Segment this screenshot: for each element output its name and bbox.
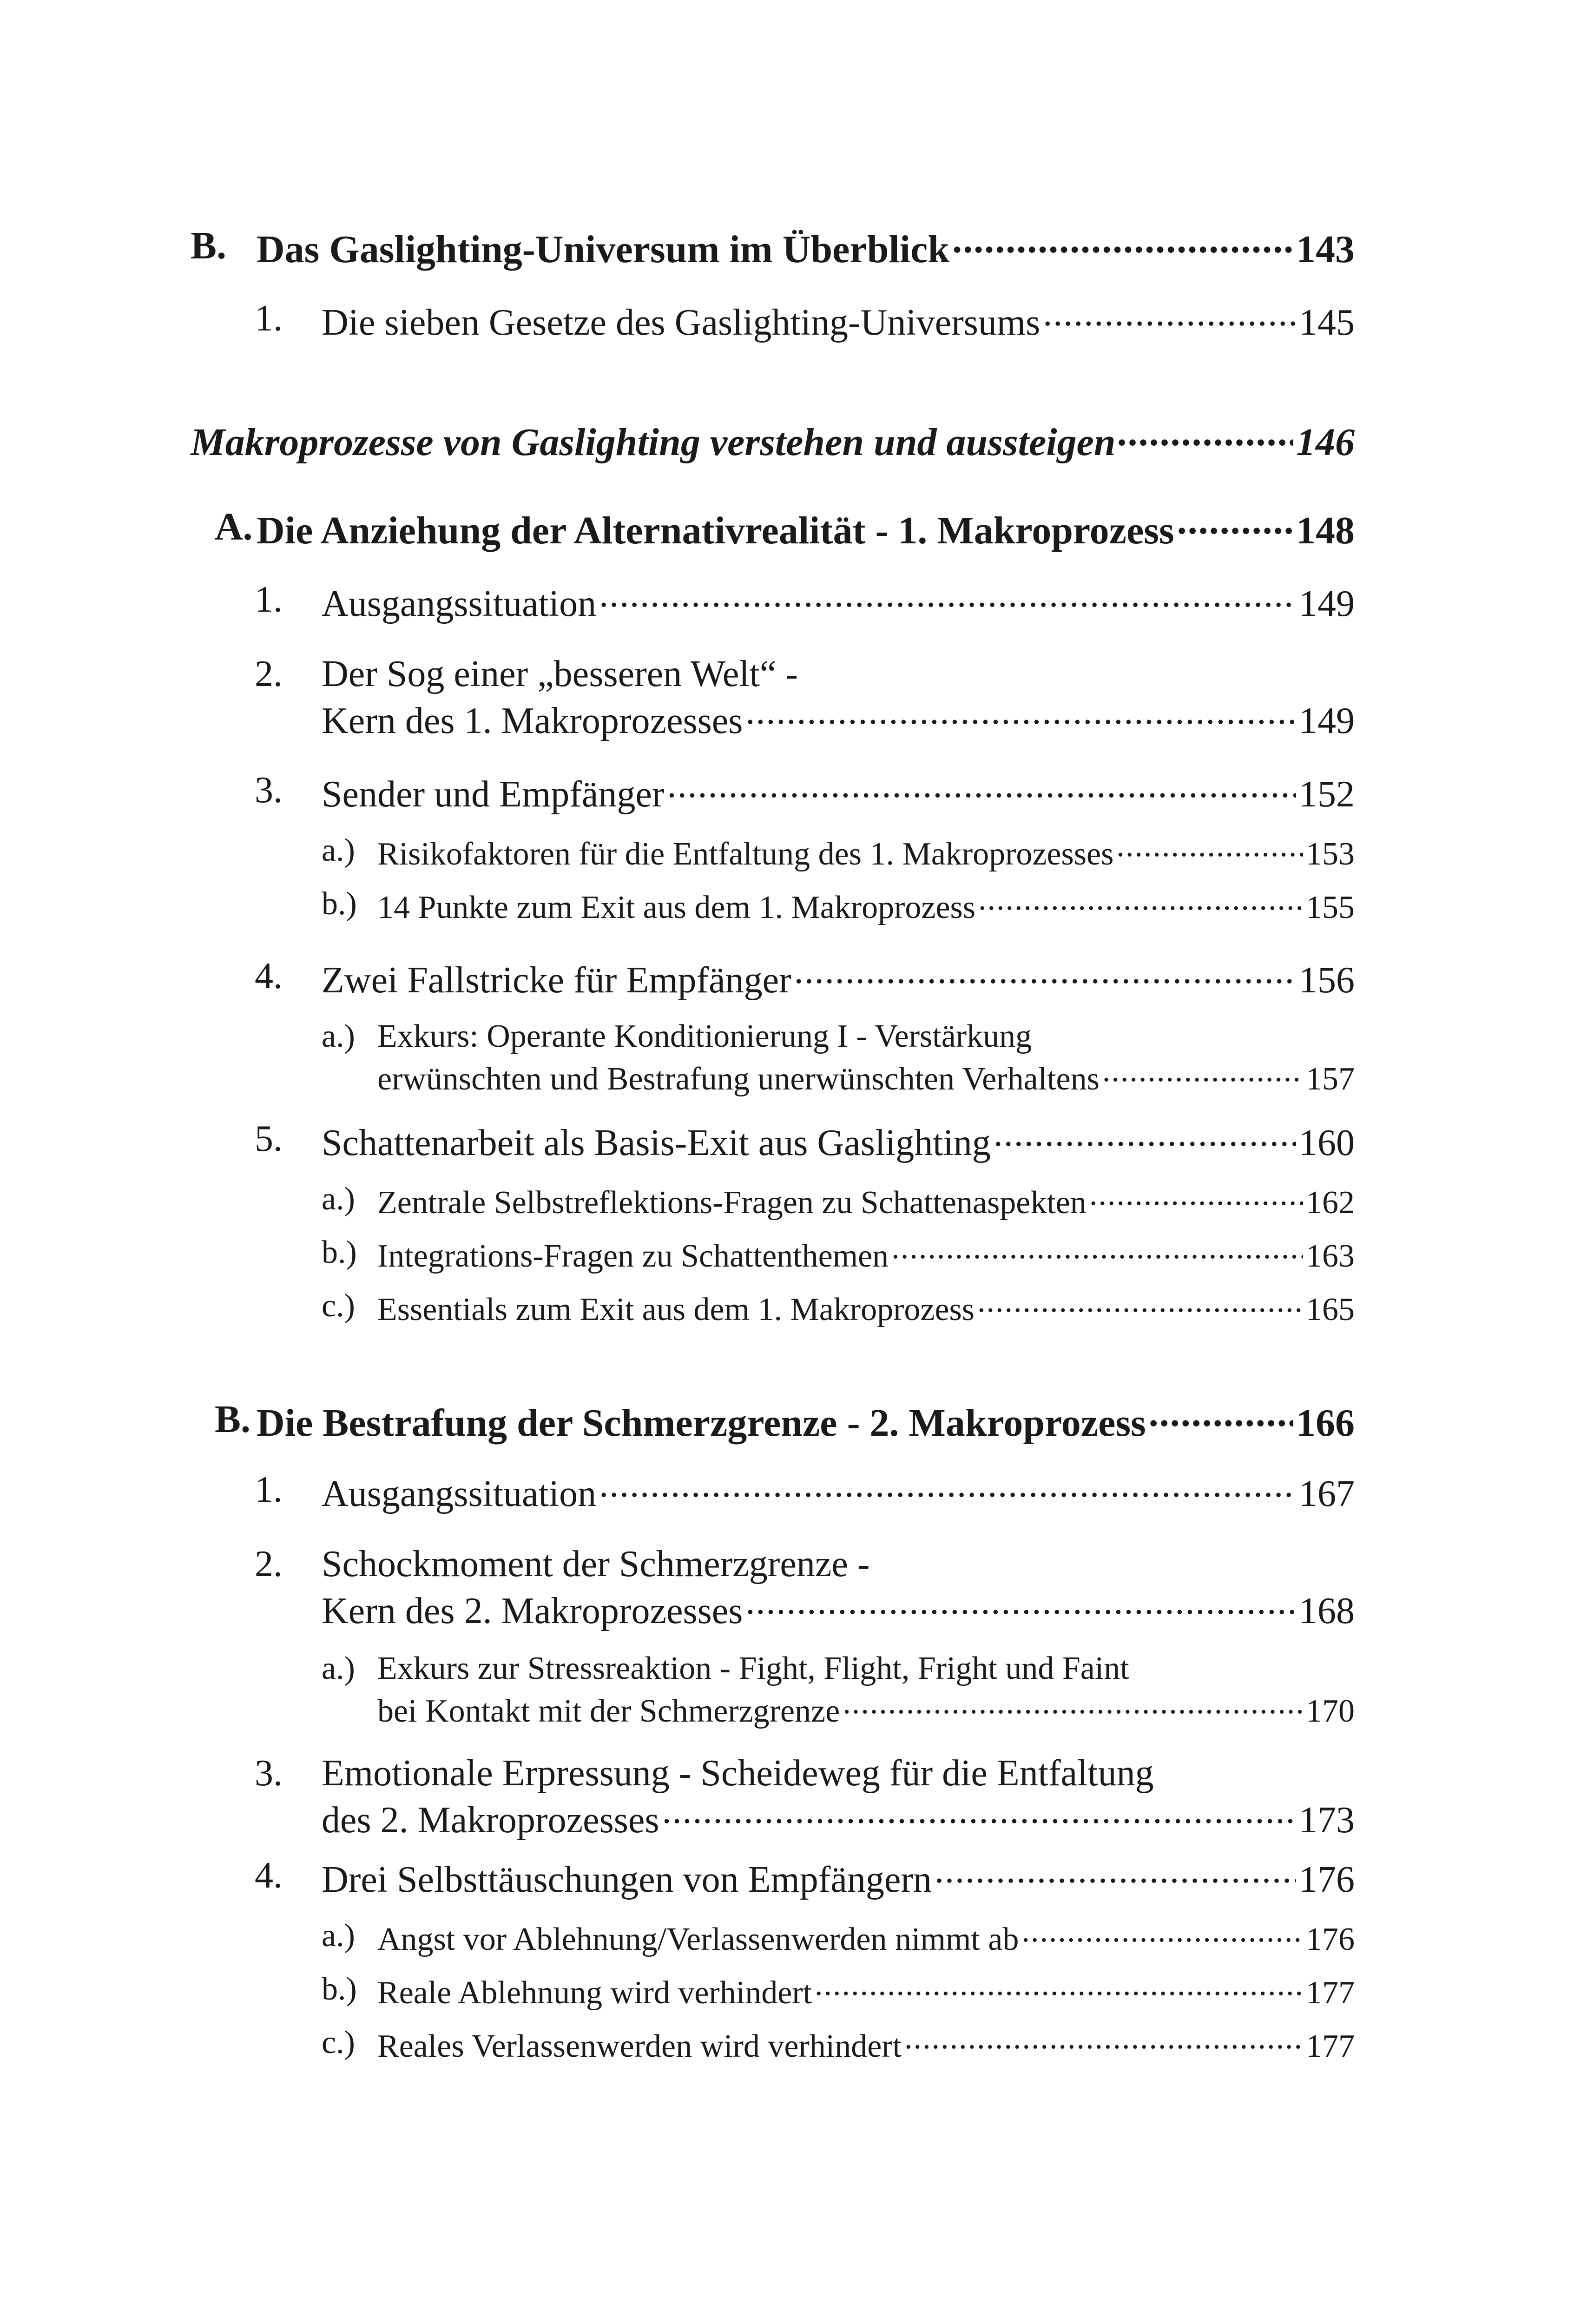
toc-leader-dots <box>745 1586 1296 1623</box>
toc-entry-number: 5. <box>255 1118 283 1159</box>
toc-entry-number: 2. <box>255 1544 283 1585</box>
toc-entry-title: Emotionale Erpressung - Scheideweg für die Entfaltung <box>322 1753 1154 1794</box>
toc-entry-title: Essentials zum Exit aus dem 1. Makroprozess <box>377 1292 975 1327</box>
toc-entry-number: c.) <box>322 1288 355 1324</box>
toc-entry-title: erwünschten und Bestrafung unerwünschten Verhaltens <box>377 1061 1100 1097</box>
toc-entry-title: Integrations-Fragen zu Schattenthemen <box>377 1238 889 1274</box>
toc-entry-number: 1. <box>255 1469 283 1510</box>
toc-page-number: 148 <box>1296 509 1355 552</box>
toc-entry-title: Schattenarbeit als Basis-Exit aus Gaslighting <box>322 1122 991 1163</box>
toc-leader-dots <box>977 1287 1303 1320</box>
toc-page-number: 168 <box>1299 1591 1355 1631</box>
toc-entry-title: Sender und Empfänger <box>322 774 665 815</box>
toc-leader-dots <box>599 1469 1296 1506</box>
toc-page-number: 177 <box>1306 1975 1355 2011</box>
toc-entry-title: Ausgangssituation <box>322 1473 597 1514</box>
toc-entry-number: B. <box>191 224 227 267</box>
toc-entry-title: Reale Ablehnung wird verhindert <box>377 1975 812 2011</box>
toc-page-number: 163 <box>1306 1238 1355 1274</box>
toc-leader-dots <box>891 1234 1303 1267</box>
toc-page-number: 152 <box>1299 774 1355 815</box>
toc-page-number: 143 <box>1296 228 1355 271</box>
toc-page-number: 173 <box>1299 1800 1355 1841</box>
toc-entry-title: Der Sog einer „besseren Welt“ - <box>322 654 798 694</box>
toc-page-number: 156 <box>1299 960 1355 1001</box>
toc-entry-number: c.) <box>322 2025 355 2060</box>
toc-page-number: 160 <box>1299 1122 1355 1163</box>
toc-entry-title: bei Kontakt mit der Schmerzgrenze <box>377 1693 840 1729</box>
toc-leader-dots <box>1177 504 1293 543</box>
toc-page-number: 176 <box>1299 1859 1355 1900</box>
toc-page-number: 157 <box>1306 1061 1355 1097</box>
toc-leader-dots <box>1149 1397 1293 1436</box>
toc-entry-number: b.) <box>322 1971 357 2007</box>
toc-leader-dots <box>745 696 1296 733</box>
toc-entry-number: 4. <box>255 1855 283 1896</box>
toc-entry-title: Das Gaslighting-Universum im Überblick <box>257 228 950 271</box>
toc-entry-title: Exkurs zur Stressreaktion - Fight, Flight, Fright und Faint <box>377 1651 1129 1686</box>
toc-entry-title: Zentrale Selbstreflektions-Fragen zu Schattenaspekten <box>377 1185 1087 1221</box>
toc-page-number: 167 <box>1299 1473 1355 1514</box>
toc-entry-title: Drei Selbsttäuschungen von Empfängern <box>322 1859 932 1900</box>
toc-leader-dots <box>1102 1057 1303 1089</box>
toc-leader-dots <box>994 1118 1296 1155</box>
toc-leader-dots <box>662 1795 1296 1832</box>
toc-entry-title: Risikofaktoren für die Entfaltung des 1. Makroprozesses <box>377 836 1114 872</box>
toc-entry-title: Ausgangssituation <box>322 583 597 624</box>
toc-leader-dots <box>1116 832 1303 865</box>
toc-leader-dots <box>843 1689 1303 1722</box>
toc-entry-number: B. <box>215 1398 251 1441</box>
toc-entry-title: Die sieben Gesetze des Gaslighting-Universums <box>322 302 1041 343</box>
toc-leader-dots <box>667 769 1296 806</box>
toc-entry-title: Angst vor Ablehnung/Verlassenwerden nimmt ab <box>377 1921 1019 1957</box>
toc-entry-title: Kern des 1. Makroprozesses <box>322 700 743 741</box>
toc-entry-title: Die Bestrafung der Schmerzgrenze - 2. Makroprozess <box>257 1401 1146 1445</box>
toc-leader-dots <box>1021 1917 1303 1950</box>
toc-entry-number: a.) <box>322 832 355 868</box>
toc-page-number: 149 <box>1299 583 1355 624</box>
toc-entry-number: a.) <box>322 1918 355 1954</box>
toc-entry-number: a.) <box>322 1651 355 1686</box>
toc-leader-dots <box>935 1855 1296 1892</box>
toc-leader-dots <box>1119 416 1293 455</box>
toc-page-number: 166 <box>1296 1401 1355 1445</box>
toc-entry-title: Zwei Fallstricke für Empfänger <box>322 960 791 1001</box>
toc-page-number: 170 <box>1306 1693 1355 1729</box>
toc-page-number: 165 <box>1306 1292 1355 1327</box>
toc-entry-number: 3. <box>255 770 283 811</box>
toc-entry-title: Schockmoment der Schmerzgrenze - <box>322 1544 870 1585</box>
toc-entry-number: 1. <box>255 298 283 339</box>
toc-leader-dots <box>1089 1181 1303 1213</box>
toc-entry-number: 1. <box>255 579 283 620</box>
toc-leader-dots <box>815 1971 1303 2003</box>
toc-page-number: 162 <box>1306 1185 1355 1221</box>
toc-entry-title: Die Anziehung der Alternativrealität - 1. Makroprozess <box>257 509 1174 552</box>
toc-leader-dots <box>904 2024 1303 2057</box>
toc-entry-number: a.) <box>322 1181 355 1217</box>
toc-entry-title: Exkurs: Operante Konditionierung I - Verstärkung <box>377 1018 1032 1054</box>
toc-page-number: 153 <box>1306 836 1355 872</box>
toc-entry-title: Kern des 2. Makroprozesses <box>322 1591 743 1631</box>
toc-page-number: 177 <box>1306 2028 1355 2064</box>
toc-leader-dots <box>599 579 1296 616</box>
toc-page-number: 155 <box>1306 890 1355 925</box>
toc-entry-number: b.) <box>322 886 357 922</box>
toc-entry-number: 2. <box>255 654 283 694</box>
toc-leader-dots <box>952 223 1293 262</box>
toc-entry-number: a.) <box>322 1018 355 1054</box>
toc-page-number: 176 <box>1306 1921 1355 1957</box>
toc-entry-title: des 2. Makroprozesses <box>322 1800 659 1841</box>
toc-page-number: 149 <box>1299 700 1355 741</box>
toc-entry-title: Reales Verlassenwerden wird verhindert <box>377 2028 902 2064</box>
toc-entry-number: 4. <box>255 956 283 997</box>
toc-page-number: 146 <box>1296 421 1355 464</box>
toc-leader-dots <box>1043 297 1296 335</box>
toc-leader-dots <box>794 955 1296 992</box>
toc-entry-title: Makroprozesse von Gaslighting verstehen und aussteigen <box>191 421 1116 464</box>
toc-entry-number: b.) <box>322 1235 357 1270</box>
toc-entry-title: 14 Punkte zum Exit aus dem 1. Makroprozess <box>377 890 976 925</box>
toc-page-number: 145 <box>1299 302 1355 343</box>
toc-entry-number: 3. <box>255 1753 283 1794</box>
toc-entry-number: A. <box>215 505 253 548</box>
toc-leader-dots <box>978 885 1303 918</box>
